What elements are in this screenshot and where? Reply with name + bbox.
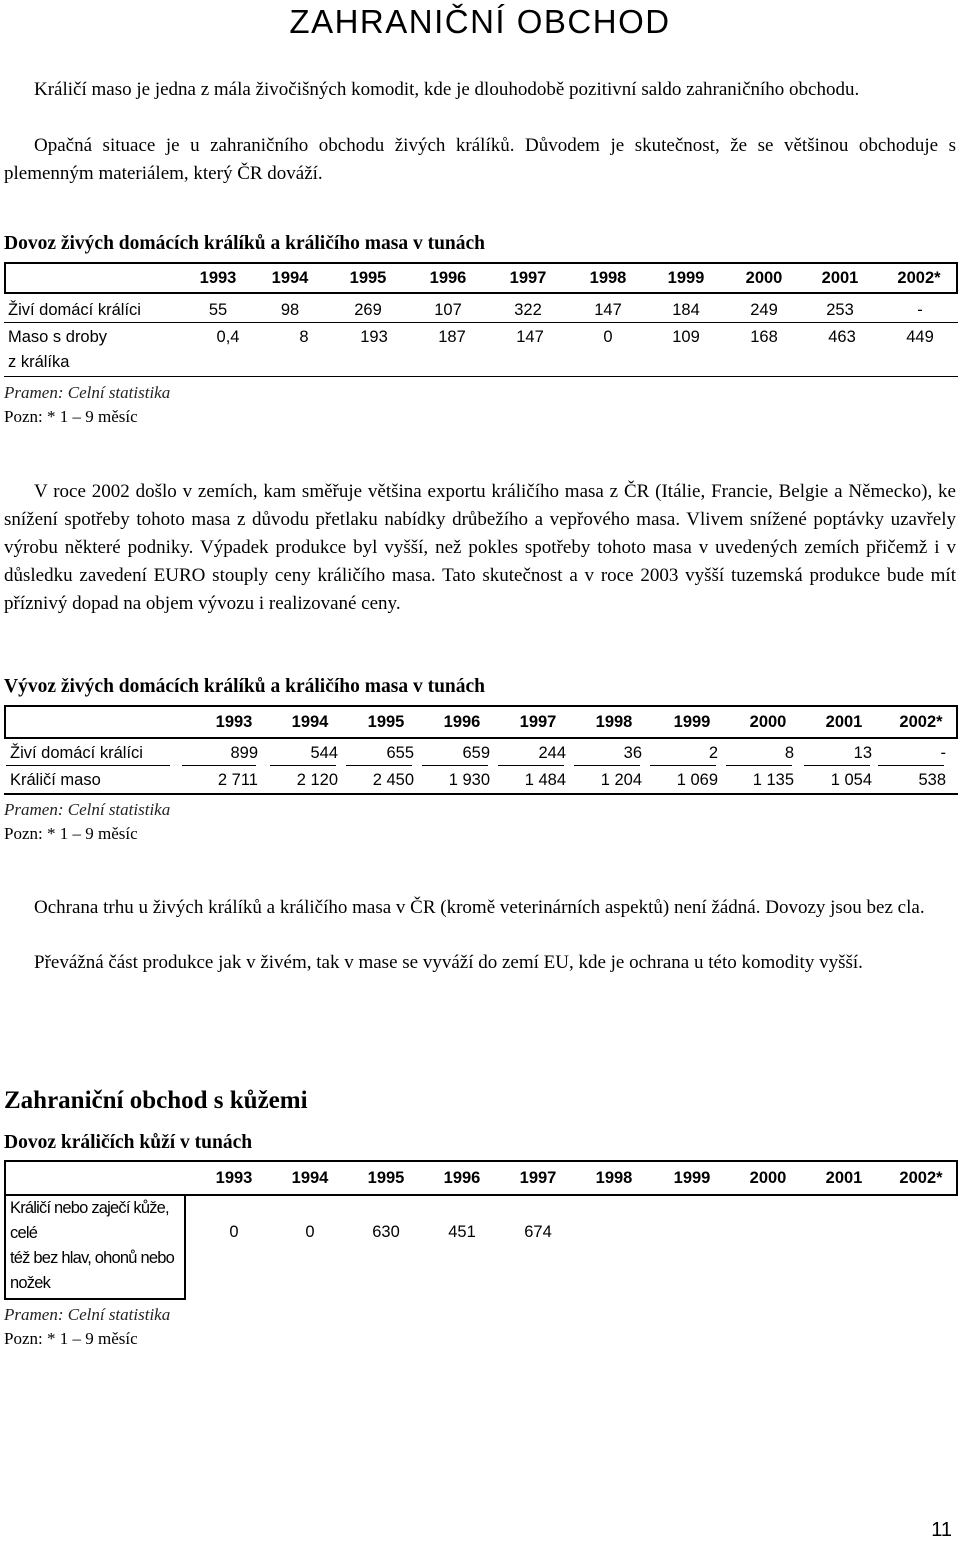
header-year: 2000	[749, 1169, 787, 1187]
row-label: Králičí maso	[10, 771, 101, 789]
intro-paragraph-2: Opačná situace je u zahraničního obchodu živých králíků. Důvodem je skutečnost, že se většinou obchoduje s plemenným materiálem, který ČR dováží.	[4, 135, 956, 184]
cell-value: 187	[438, 328, 466, 346]
header-year: 1995	[367, 1169, 405, 1187]
cell-underline	[422, 765, 488, 766]
header-year: 2000	[749, 713, 787, 731]
cell-value: 544	[310, 744, 338, 762]
import-table-caption: Dovoz živých domácích králíků a králičího masa v tunách	[4, 233, 486, 254]
row-divider	[4, 376, 958, 377]
cell-value: 0	[305, 1223, 315, 1241]
cell-value: 463	[828, 328, 856, 346]
import-table-header-row	[4, 265, 958, 291]
cell-value: 655	[386, 744, 414, 762]
cell-value: 36	[623, 744, 642, 762]
header-year: 2001	[821, 269, 859, 287]
header-year: 2002*	[899, 713, 943, 731]
skins-table-note: Pozn: * 1 – 9 měsíc	[4, 1329, 138, 1348]
cell-value: 8	[784, 744, 794, 762]
export-table-source: Pramen: Celní statistika	[4, 800, 171, 819]
cell-value: 1 484	[524, 771, 566, 789]
market-paragraph: V roce 2002 došlo v zemích, kam směřuje většina exportu králičího masa z ČR (Itálie, Francie, Belgie a Německo), ke snížení spotřeby tohoto masa z důvodu přetlaku nabídky drůbežího a vepřového masa. Vlivem snížené poptávky uzavřely výrobu některé podniky. Výpadek produkce byl vyšší, než pokles spotřeby tohoto masa v uvedených zemích přičemž i v důsledku zavedení EURO stouply ceny králičího masa. Tato skutečnost a v roce 2003 vyšší tuzemská produkce bude mít příznivý dopad na objem vývozu i realizované ceny.	[4, 481, 956, 614]
cell-value: 1 054	[830, 771, 872, 789]
cell-value: 55	[208, 301, 228, 319]
export-table-note: Pozn: * 1 – 9 měsíc	[4, 824, 138, 843]
protection-paragraph-1: Ochrana trhu u živých králíků a králičího masa v ČR (kromě veterinárních aspektů) není žádná. Dovozy jsou bez cla.	[34, 897, 925, 918]
cell-value: 659	[462, 744, 490, 762]
page-number: 11	[931, 1519, 952, 1541]
skins-table-source: Pramen: Celní statistika	[4, 1305, 171, 1324]
row-divider	[4, 793, 958, 795]
cell-value: 1 204	[600, 771, 642, 789]
header-year: 1993	[215, 713, 253, 731]
export-row-meat	[4, 767, 958, 793]
header-year: 1996	[429, 269, 467, 287]
import-row-live-rabbits	[4, 297, 958, 323]
row-divider	[4, 737, 958, 739]
import-table-source: Pramen: Celní statistika	[4, 383, 171, 402]
cell-value: 147	[516, 328, 544, 346]
cell-underline	[270, 765, 336, 766]
export-row-live-rabbits	[4, 740, 958, 766]
cell-value: 451	[448, 1223, 476, 1241]
cell-value: 269	[354, 301, 382, 319]
header-year: 1993	[215, 1169, 253, 1187]
skins-row-values	[4, 1219, 958, 1245]
cell-value: 322	[514, 301, 542, 319]
cell-value: 184	[672, 301, 700, 319]
header-year: 1994	[291, 713, 329, 731]
row-label: Živí domácí králíci	[10, 744, 143, 762]
header-year: 1996	[443, 1169, 481, 1187]
header-year: 1997	[509, 269, 547, 287]
cell-value: 2 711	[217, 771, 258, 789]
cell-value: 2	[708, 744, 718, 762]
header-year: 1999	[673, 1169, 711, 1187]
cell-value: 538	[918, 771, 946, 789]
cell-value: 253	[826, 301, 854, 319]
header-year: 1998	[589, 269, 627, 287]
cell-value: 2 450	[372, 771, 414, 789]
header-year: 2000	[745, 269, 783, 287]
import-table-note: Pozn: * 1 – 9 měsíc	[4, 407, 138, 426]
header-year: 2001	[825, 1169, 863, 1187]
cell-value: 98	[280, 301, 300, 319]
header-year: 1998	[595, 713, 633, 731]
cell-underline	[878, 765, 944, 766]
header-year: 1996	[443, 713, 481, 731]
cell-underline	[182, 765, 256, 766]
cell-value: 674	[524, 1223, 552, 1241]
intro-paragraph-1: Králičí maso je jedna z mála živočišných komodit, kde je dlouhodobě pozitivní saldo zahraničního obchodu.	[34, 79, 860, 100]
cell-value: 8	[299, 328, 309, 346]
header-year: 1999	[673, 713, 711, 731]
cell-underline	[804, 765, 870, 766]
header-year: 1994	[291, 1169, 329, 1187]
cell-value: 2 120	[296, 771, 338, 789]
cell-value: 244	[538, 744, 566, 762]
cell-value: 449	[906, 328, 934, 346]
protection-paragraph-2: Převážná část produkce jak v živém, tak v mase se vyváží do zemí EU, kde je ochrana u této komodity vyšší.	[34, 952, 863, 973]
cell-value: 168	[750, 328, 778, 346]
cell-underline	[726, 765, 792, 766]
cell-value: 899	[230, 744, 258, 762]
header-year: 1998	[595, 1169, 633, 1187]
header-year: 1995	[349, 269, 387, 287]
cell-underline	[650, 765, 716, 766]
header-year: 2002*	[899, 1169, 943, 1187]
cell-underline	[6, 765, 170, 766]
cell-value: 1 135	[752, 771, 794, 789]
row-label-line1: Maso s droby	[8, 328, 108, 346]
cell-value: 249	[750, 301, 778, 319]
row-label: Živí domácí králíci	[8, 301, 141, 319]
header-year: 1997	[519, 1169, 557, 1187]
header-year: 1997	[519, 713, 557, 731]
header-year: 1995	[367, 713, 405, 731]
cell-value: -	[940, 744, 946, 762]
cell-value: 107	[434, 301, 462, 319]
skins-table-header-row	[4, 1165, 958, 1191]
header-year: 2002*	[897, 269, 941, 287]
cell-underline	[346, 765, 412, 766]
cell-value: 1 930	[448, 771, 490, 789]
cell-value: 0	[229, 1223, 239, 1241]
cell-value: 0	[603, 328, 613, 346]
cell-value: 0,4	[216, 328, 240, 346]
cell-value: 193	[360, 328, 388, 346]
cell-value: 13	[853, 744, 872, 762]
skins-row-label: Králičí nebo zaječí kůže, celé též bez hlav, ohonů nebo nožek	[10, 1199, 174, 1292]
cell-value: 109	[672, 328, 700, 346]
cell-underline	[498, 765, 564, 766]
cell-underline	[574, 765, 640, 766]
header-year: 1994	[271, 269, 309, 287]
import-row-meat-line2	[4, 349, 958, 375]
row-divider	[4, 322, 958, 323]
import-row-meat	[4, 324, 958, 350]
skins-table-caption: Dovoz králičích kůží v tunách	[4, 1132, 253, 1153]
export-table-header-row	[4, 709, 958, 735]
cell-value: 630	[372, 1223, 400, 1241]
row-label-line2: z králíka	[8, 353, 70, 371]
skins-section-title: Zahraniční obchod s kůžemi	[4, 1087, 308, 1114]
cell-value: 147	[594, 301, 622, 319]
header-year: 2001	[825, 713, 863, 731]
cell-value: 1 069	[676, 771, 718, 789]
header-year: 1999	[667, 269, 705, 287]
page-title: ZAHRANIČNÍ OBCHOD	[289, 3, 671, 40]
export-table-caption: Vývoz živých domácích králíků a králičího masa v tunách	[4, 676, 486, 697]
cell-value: -	[917, 301, 923, 319]
header-year: 1993	[199, 269, 237, 287]
